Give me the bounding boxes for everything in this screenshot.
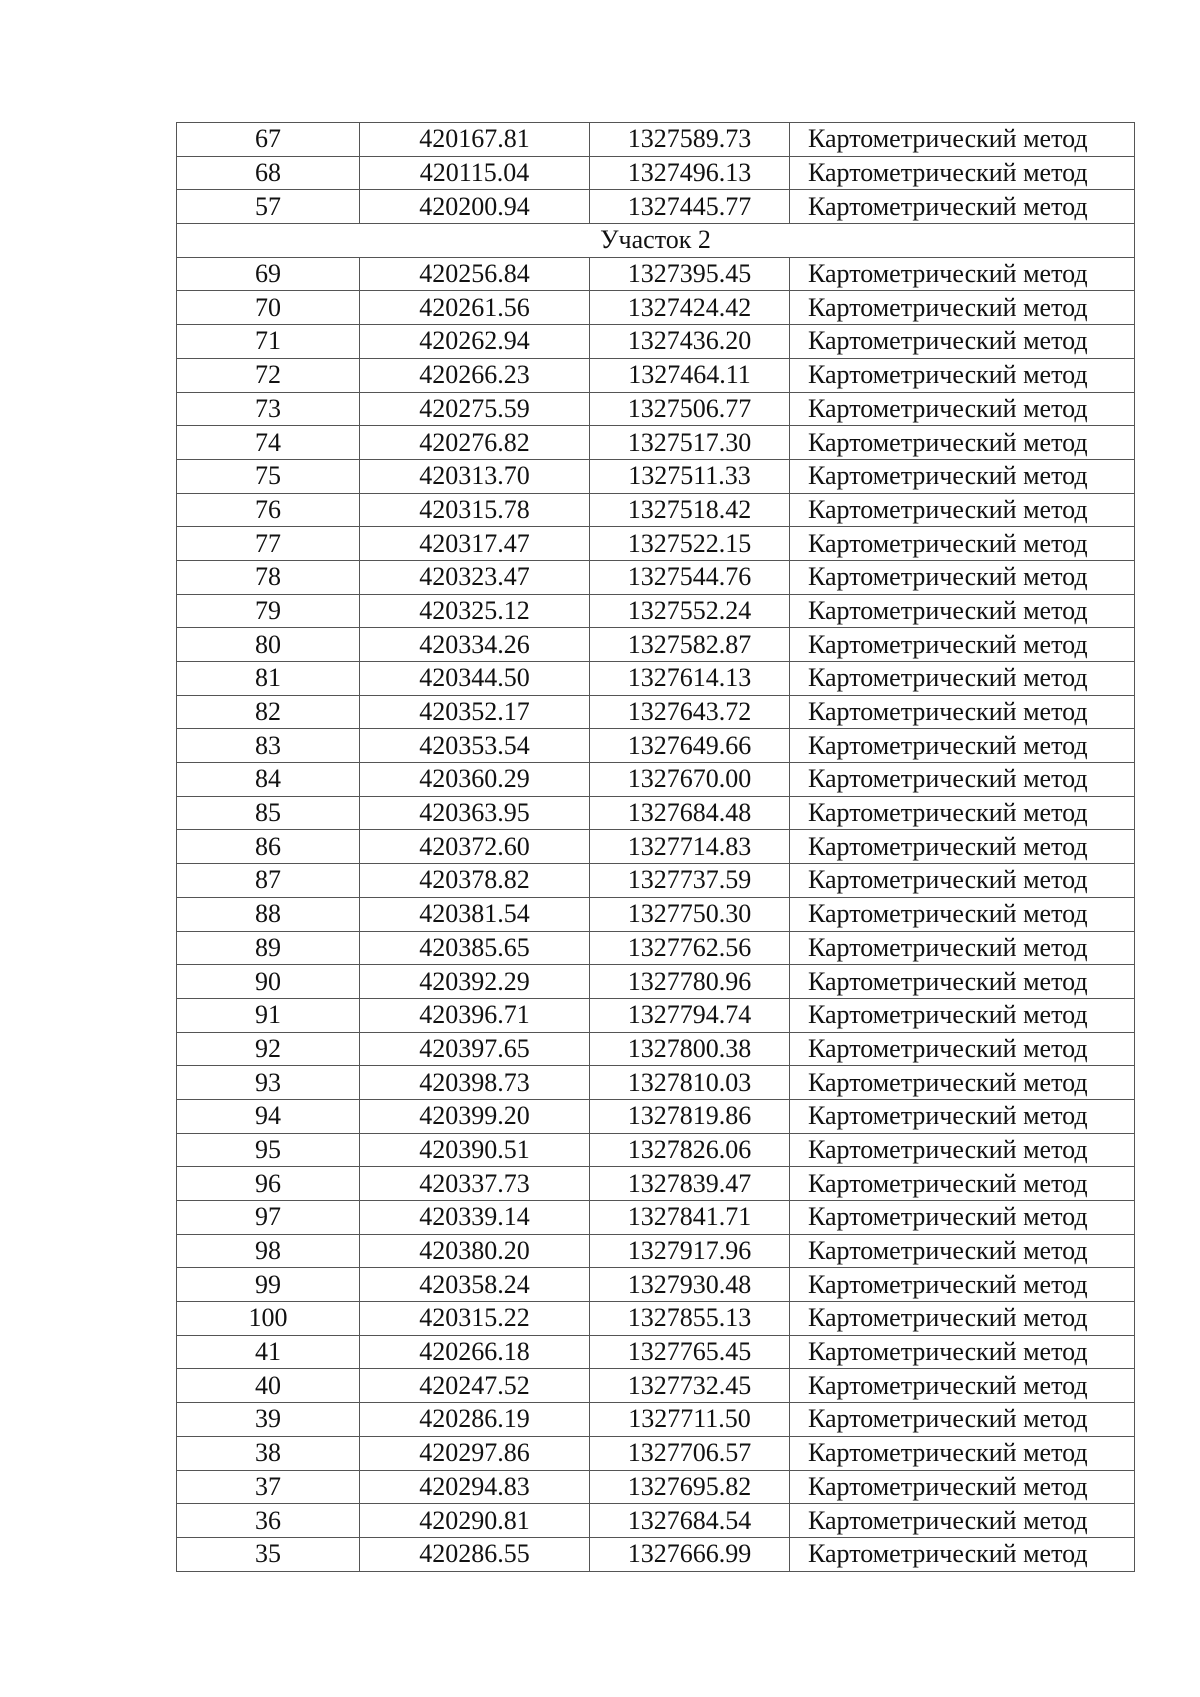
point-number-cell: 79 bbox=[177, 594, 360, 628]
y-coordinate-cell: 1327643.72 bbox=[590, 695, 790, 729]
coordinates-table-body bbox=[177, 123, 1135, 1572]
method-cell: Картометрический метод bbox=[790, 998, 1135, 1032]
method-cell: Картометрический метод bbox=[790, 695, 1135, 729]
table-row bbox=[177, 1470, 1135, 1504]
table-row bbox=[177, 1335, 1135, 1369]
x-coordinate-cell: 420325.12 bbox=[360, 594, 590, 628]
y-coordinate-cell: 1327517.30 bbox=[590, 426, 790, 460]
section-header-row bbox=[177, 224, 1135, 258]
table-row bbox=[177, 1133, 1135, 1167]
point-number-cell: 69 bbox=[177, 257, 360, 291]
method-cell: Картометрический метод bbox=[790, 1201, 1135, 1235]
method-cell: Картометрический метод bbox=[790, 358, 1135, 392]
point-number-cell: 41 bbox=[177, 1335, 360, 1369]
y-coordinate-cell: 1327917.96 bbox=[590, 1234, 790, 1268]
x-coordinate-cell: 420360.29 bbox=[360, 763, 590, 797]
method-cell: Картометрический метод bbox=[790, 1504, 1135, 1538]
x-coordinate-cell: 420297.86 bbox=[360, 1436, 590, 1470]
x-coordinate-cell: 420262.94 bbox=[360, 325, 590, 359]
point-number-cell: 75 bbox=[177, 459, 360, 493]
point-number-cell: 74 bbox=[177, 426, 360, 460]
point-number-cell: 87 bbox=[177, 864, 360, 898]
x-coordinate-cell: 420256.84 bbox=[360, 257, 590, 291]
x-coordinate-cell: 420286.19 bbox=[360, 1403, 590, 1437]
method-cell: Картометрический метод bbox=[790, 628, 1135, 662]
method-cell: Картометрический метод bbox=[790, 459, 1135, 493]
point-number-cell: 99 bbox=[177, 1268, 360, 1302]
point-number-cell: 38 bbox=[177, 1436, 360, 1470]
x-coordinate-cell: 420266.23 bbox=[360, 358, 590, 392]
point-number-cell: 72 bbox=[177, 358, 360, 392]
table-row bbox=[177, 594, 1135, 628]
point-number-cell: 92 bbox=[177, 1032, 360, 1066]
point-number-cell: 83 bbox=[177, 729, 360, 763]
x-coordinate-cell: 420294.83 bbox=[360, 1470, 590, 1504]
table-row bbox=[177, 358, 1135, 392]
x-coordinate-cell: 420323.47 bbox=[360, 560, 590, 594]
method-cell: Картометрический метод bbox=[790, 493, 1135, 527]
table-row bbox=[177, 695, 1135, 729]
coordinates-table bbox=[176, 122, 1135, 1572]
table-row bbox=[177, 1436, 1135, 1470]
method-cell: Картометрический метод bbox=[790, 1403, 1135, 1437]
table-row bbox=[177, 459, 1135, 493]
x-coordinate-cell: 420276.82 bbox=[360, 426, 590, 460]
table-row bbox=[177, 527, 1135, 561]
y-coordinate-cell: 1327684.48 bbox=[590, 796, 790, 830]
y-coordinate-cell: 1327464.11 bbox=[590, 358, 790, 392]
point-number-cell: 88 bbox=[177, 897, 360, 931]
section-title: Участок 2 bbox=[177, 224, 1135, 258]
point-number-cell: 39 bbox=[177, 1403, 360, 1437]
method-cell: Картометрический метод bbox=[790, 1268, 1135, 1302]
point-number-cell: 37 bbox=[177, 1470, 360, 1504]
y-coordinate-cell: 1327670.00 bbox=[590, 763, 790, 797]
y-coordinate-cell: 1327614.13 bbox=[590, 662, 790, 696]
x-coordinate-cell: 420275.59 bbox=[360, 392, 590, 426]
table-row bbox=[177, 560, 1135, 594]
point-number-cell: 98 bbox=[177, 1234, 360, 1268]
y-coordinate-cell: 1327582.87 bbox=[590, 628, 790, 662]
table-row bbox=[177, 897, 1135, 931]
method-cell: Картометрический метод bbox=[790, 897, 1135, 931]
point-number-cell: 80 bbox=[177, 628, 360, 662]
x-coordinate-cell: 420313.70 bbox=[360, 459, 590, 493]
method-cell: Картометрический метод bbox=[790, 123, 1135, 157]
table-row bbox=[177, 1268, 1135, 1302]
point-number-cell: 85 bbox=[177, 796, 360, 830]
table-row bbox=[177, 426, 1135, 460]
method-cell: Картометрический метод bbox=[790, 1133, 1135, 1167]
table-row bbox=[177, 628, 1135, 662]
table-row bbox=[177, 291, 1135, 325]
y-coordinate-cell: 1327649.66 bbox=[590, 729, 790, 763]
y-coordinate-cell: 1327819.86 bbox=[590, 1099, 790, 1133]
point-number-cell: 78 bbox=[177, 560, 360, 594]
point-number-cell: 97 bbox=[177, 1201, 360, 1235]
y-coordinate-cell: 1327794.74 bbox=[590, 998, 790, 1032]
method-cell: Картометрический метод bbox=[790, 1099, 1135, 1133]
table-row bbox=[177, 1537, 1135, 1571]
y-coordinate-cell: 1327395.45 bbox=[590, 257, 790, 291]
x-coordinate-cell: 420315.22 bbox=[360, 1302, 590, 1336]
y-coordinate-cell: 1327496.13 bbox=[590, 156, 790, 190]
method-cell: Картометрический метод bbox=[790, 1436, 1135, 1470]
x-coordinate-cell: 420390.51 bbox=[360, 1133, 590, 1167]
y-coordinate-cell: 1327706.57 bbox=[590, 1436, 790, 1470]
method-cell: Картометрический метод bbox=[790, 1537, 1135, 1571]
x-coordinate-cell: 420378.82 bbox=[360, 864, 590, 898]
method-cell: Картометрический метод bbox=[790, 1369, 1135, 1403]
point-number-cell: 100 bbox=[177, 1302, 360, 1336]
x-coordinate-cell: 420200.94 bbox=[360, 190, 590, 224]
x-coordinate-cell: 420380.20 bbox=[360, 1234, 590, 1268]
method-cell: Картометрический метод bbox=[790, 325, 1135, 359]
y-coordinate-cell: 1327552.24 bbox=[590, 594, 790, 628]
table-row bbox=[177, 1167, 1135, 1201]
y-coordinate-cell: 1327762.56 bbox=[590, 931, 790, 965]
y-coordinate-cell: 1327714.83 bbox=[590, 830, 790, 864]
method-cell: Картометрический метод bbox=[790, 426, 1135, 460]
method-cell: Картометрический метод bbox=[790, 1032, 1135, 1066]
y-coordinate-cell: 1327518.42 bbox=[590, 493, 790, 527]
method-cell: Картометрический метод bbox=[790, 156, 1135, 190]
method-cell: Картометрический метод bbox=[790, 1335, 1135, 1369]
table-row bbox=[177, 1234, 1135, 1268]
x-coordinate-cell: 420397.65 bbox=[360, 1032, 590, 1066]
x-coordinate-cell: 420167.81 bbox=[360, 123, 590, 157]
table-row bbox=[177, 257, 1135, 291]
method-cell: Картометрический метод bbox=[790, 560, 1135, 594]
method-cell: Картометрический метод bbox=[790, 392, 1135, 426]
point-number-cell: 90 bbox=[177, 965, 360, 999]
point-number-cell: 89 bbox=[177, 931, 360, 965]
x-coordinate-cell: 420261.56 bbox=[360, 291, 590, 325]
table-row bbox=[177, 763, 1135, 797]
point-number-cell: 40 bbox=[177, 1369, 360, 1403]
x-coordinate-cell: 420115.04 bbox=[360, 156, 590, 190]
y-coordinate-cell: 1327522.15 bbox=[590, 527, 790, 561]
point-number-cell: 93 bbox=[177, 1066, 360, 1100]
x-coordinate-cell: 420385.65 bbox=[360, 931, 590, 965]
x-coordinate-cell: 420372.60 bbox=[360, 830, 590, 864]
x-coordinate-cell: 420339.14 bbox=[360, 1201, 590, 1235]
table-row bbox=[177, 998, 1135, 1032]
y-coordinate-cell: 1327436.20 bbox=[590, 325, 790, 359]
y-coordinate-cell: 1327589.73 bbox=[590, 123, 790, 157]
point-number-cell: 96 bbox=[177, 1167, 360, 1201]
method-cell: Картометрический метод bbox=[790, 1302, 1135, 1336]
x-coordinate-cell: 420392.29 bbox=[360, 965, 590, 999]
method-cell: Картометрический метод bbox=[790, 796, 1135, 830]
table-row bbox=[177, 1369, 1135, 1403]
method-cell: Картометрический метод bbox=[790, 190, 1135, 224]
method-cell: Картометрический метод bbox=[790, 662, 1135, 696]
y-coordinate-cell: 1327750.30 bbox=[590, 897, 790, 931]
point-number-cell: 91 bbox=[177, 998, 360, 1032]
table-row bbox=[177, 493, 1135, 527]
table-row bbox=[177, 156, 1135, 190]
point-number-cell: 67 bbox=[177, 123, 360, 157]
y-coordinate-cell: 1327855.13 bbox=[590, 1302, 790, 1336]
table-row bbox=[177, 123, 1135, 157]
table-row bbox=[177, 1066, 1135, 1100]
x-coordinate-cell: 420352.17 bbox=[360, 695, 590, 729]
x-coordinate-cell: 420396.71 bbox=[360, 998, 590, 1032]
x-coordinate-cell: 420399.20 bbox=[360, 1099, 590, 1133]
y-coordinate-cell: 1327839.47 bbox=[590, 1167, 790, 1201]
method-cell: Картометрический метод bbox=[790, 291, 1135, 325]
method-cell: Картометрический метод bbox=[790, 1470, 1135, 1504]
y-coordinate-cell: 1327666.99 bbox=[590, 1537, 790, 1571]
x-coordinate-cell: 420315.78 bbox=[360, 493, 590, 527]
method-cell: Картометрический метод bbox=[790, 1066, 1135, 1100]
x-coordinate-cell: 420358.24 bbox=[360, 1268, 590, 1302]
y-coordinate-cell: 1327780.96 bbox=[590, 965, 790, 999]
y-coordinate-cell: 1327930.48 bbox=[590, 1268, 790, 1302]
point-number-cell: 73 bbox=[177, 392, 360, 426]
table-row bbox=[177, 864, 1135, 898]
table-row bbox=[177, 190, 1135, 224]
table-row bbox=[177, 1504, 1135, 1538]
method-cell: Картометрический метод bbox=[790, 965, 1135, 999]
point-number-cell: 76 bbox=[177, 493, 360, 527]
x-coordinate-cell: 420290.81 bbox=[360, 1504, 590, 1538]
x-coordinate-cell: 420266.18 bbox=[360, 1335, 590, 1369]
x-coordinate-cell: 420381.54 bbox=[360, 897, 590, 931]
table-row bbox=[177, 796, 1135, 830]
point-number-cell: 81 bbox=[177, 662, 360, 696]
y-coordinate-cell: 1327511.33 bbox=[590, 459, 790, 493]
y-coordinate-cell: 1327695.82 bbox=[590, 1470, 790, 1504]
x-coordinate-cell: 420398.73 bbox=[360, 1066, 590, 1100]
table-row bbox=[177, 830, 1135, 864]
x-coordinate-cell: 420317.47 bbox=[360, 527, 590, 561]
table-row bbox=[177, 1099, 1135, 1133]
table-row bbox=[177, 1032, 1135, 1066]
y-coordinate-cell: 1327826.06 bbox=[590, 1133, 790, 1167]
point-number-cell: 82 bbox=[177, 695, 360, 729]
table-row bbox=[177, 1201, 1135, 1235]
y-coordinate-cell: 1327445.77 bbox=[590, 190, 790, 224]
point-number-cell: 68 bbox=[177, 156, 360, 190]
x-coordinate-cell: 420344.50 bbox=[360, 662, 590, 696]
method-cell: Картометрический метод bbox=[790, 594, 1135, 628]
x-coordinate-cell: 420247.52 bbox=[360, 1369, 590, 1403]
y-coordinate-cell: 1327424.42 bbox=[590, 291, 790, 325]
point-number-cell: 95 bbox=[177, 1133, 360, 1167]
y-coordinate-cell: 1327732.45 bbox=[590, 1369, 790, 1403]
point-number-cell: 94 bbox=[177, 1099, 360, 1133]
point-number-cell: 71 bbox=[177, 325, 360, 359]
y-coordinate-cell: 1327810.03 bbox=[590, 1066, 790, 1100]
method-cell: Картометрический метод bbox=[790, 864, 1135, 898]
point-number-cell: 86 bbox=[177, 830, 360, 864]
y-coordinate-cell: 1327544.76 bbox=[590, 560, 790, 594]
point-number-cell: 70 bbox=[177, 291, 360, 325]
y-coordinate-cell: 1327737.59 bbox=[590, 864, 790, 898]
method-cell: Картометрический метод bbox=[790, 763, 1135, 797]
point-number-cell: 35 bbox=[177, 1537, 360, 1571]
table-row bbox=[177, 392, 1135, 426]
method-cell: Картометрический метод bbox=[790, 830, 1135, 864]
y-coordinate-cell: 1327800.38 bbox=[590, 1032, 790, 1066]
method-cell: Картометрический метод bbox=[790, 729, 1135, 763]
method-cell: Картометрический метод bbox=[790, 257, 1135, 291]
table-row bbox=[177, 729, 1135, 763]
point-number-cell: 77 bbox=[177, 527, 360, 561]
table-row bbox=[177, 325, 1135, 359]
method-cell: Картометрический метод bbox=[790, 931, 1135, 965]
table-row bbox=[177, 931, 1135, 965]
point-number-cell: 57 bbox=[177, 190, 360, 224]
method-cell: Картометрический метод bbox=[790, 527, 1135, 561]
x-coordinate-cell: 420363.95 bbox=[360, 796, 590, 830]
table-row bbox=[177, 662, 1135, 696]
table-row bbox=[177, 1403, 1135, 1437]
y-coordinate-cell: 1327711.50 bbox=[590, 1403, 790, 1437]
point-number-cell: 84 bbox=[177, 763, 360, 797]
table-row bbox=[177, 965, 1135, 999]
x-coordinate-cell: 420353.54 bbox=[360, 729, 590, 763]
point-number-cell: 36 bbox=[177, 1504, 360, 1538]
x-coordinate-cell: 420337.73 bbox=[360, 1167, 590, 1201]
method-cell: Картометрический метод bbox=[790, 1167, 1135, 1201]
y-coordinate-cell: 1327765.45 bbox=[590, 1335, 790, 1369]
x-coordinate-cell: 420334.26 bbox=[360, 628, 590, 662]
y-coordinate-cell: 1327506.77 bbox=[590, 392, 790, 426]
y-coordinate-cell: 1327684.54 bbox=[590, 1504, 790, 1538]
x-coordinate-cell: 420286.55 bbox=[360, 1537, 590, 1571]
method-cell: Картометрический метод bbox=[790, 1234, 1135, 1268]
y-coordinate-cell: 1327841.71 bbox=[590, 1201, 790, 1235]
table-row bbox=[177, 1302, 1135, 1336]
